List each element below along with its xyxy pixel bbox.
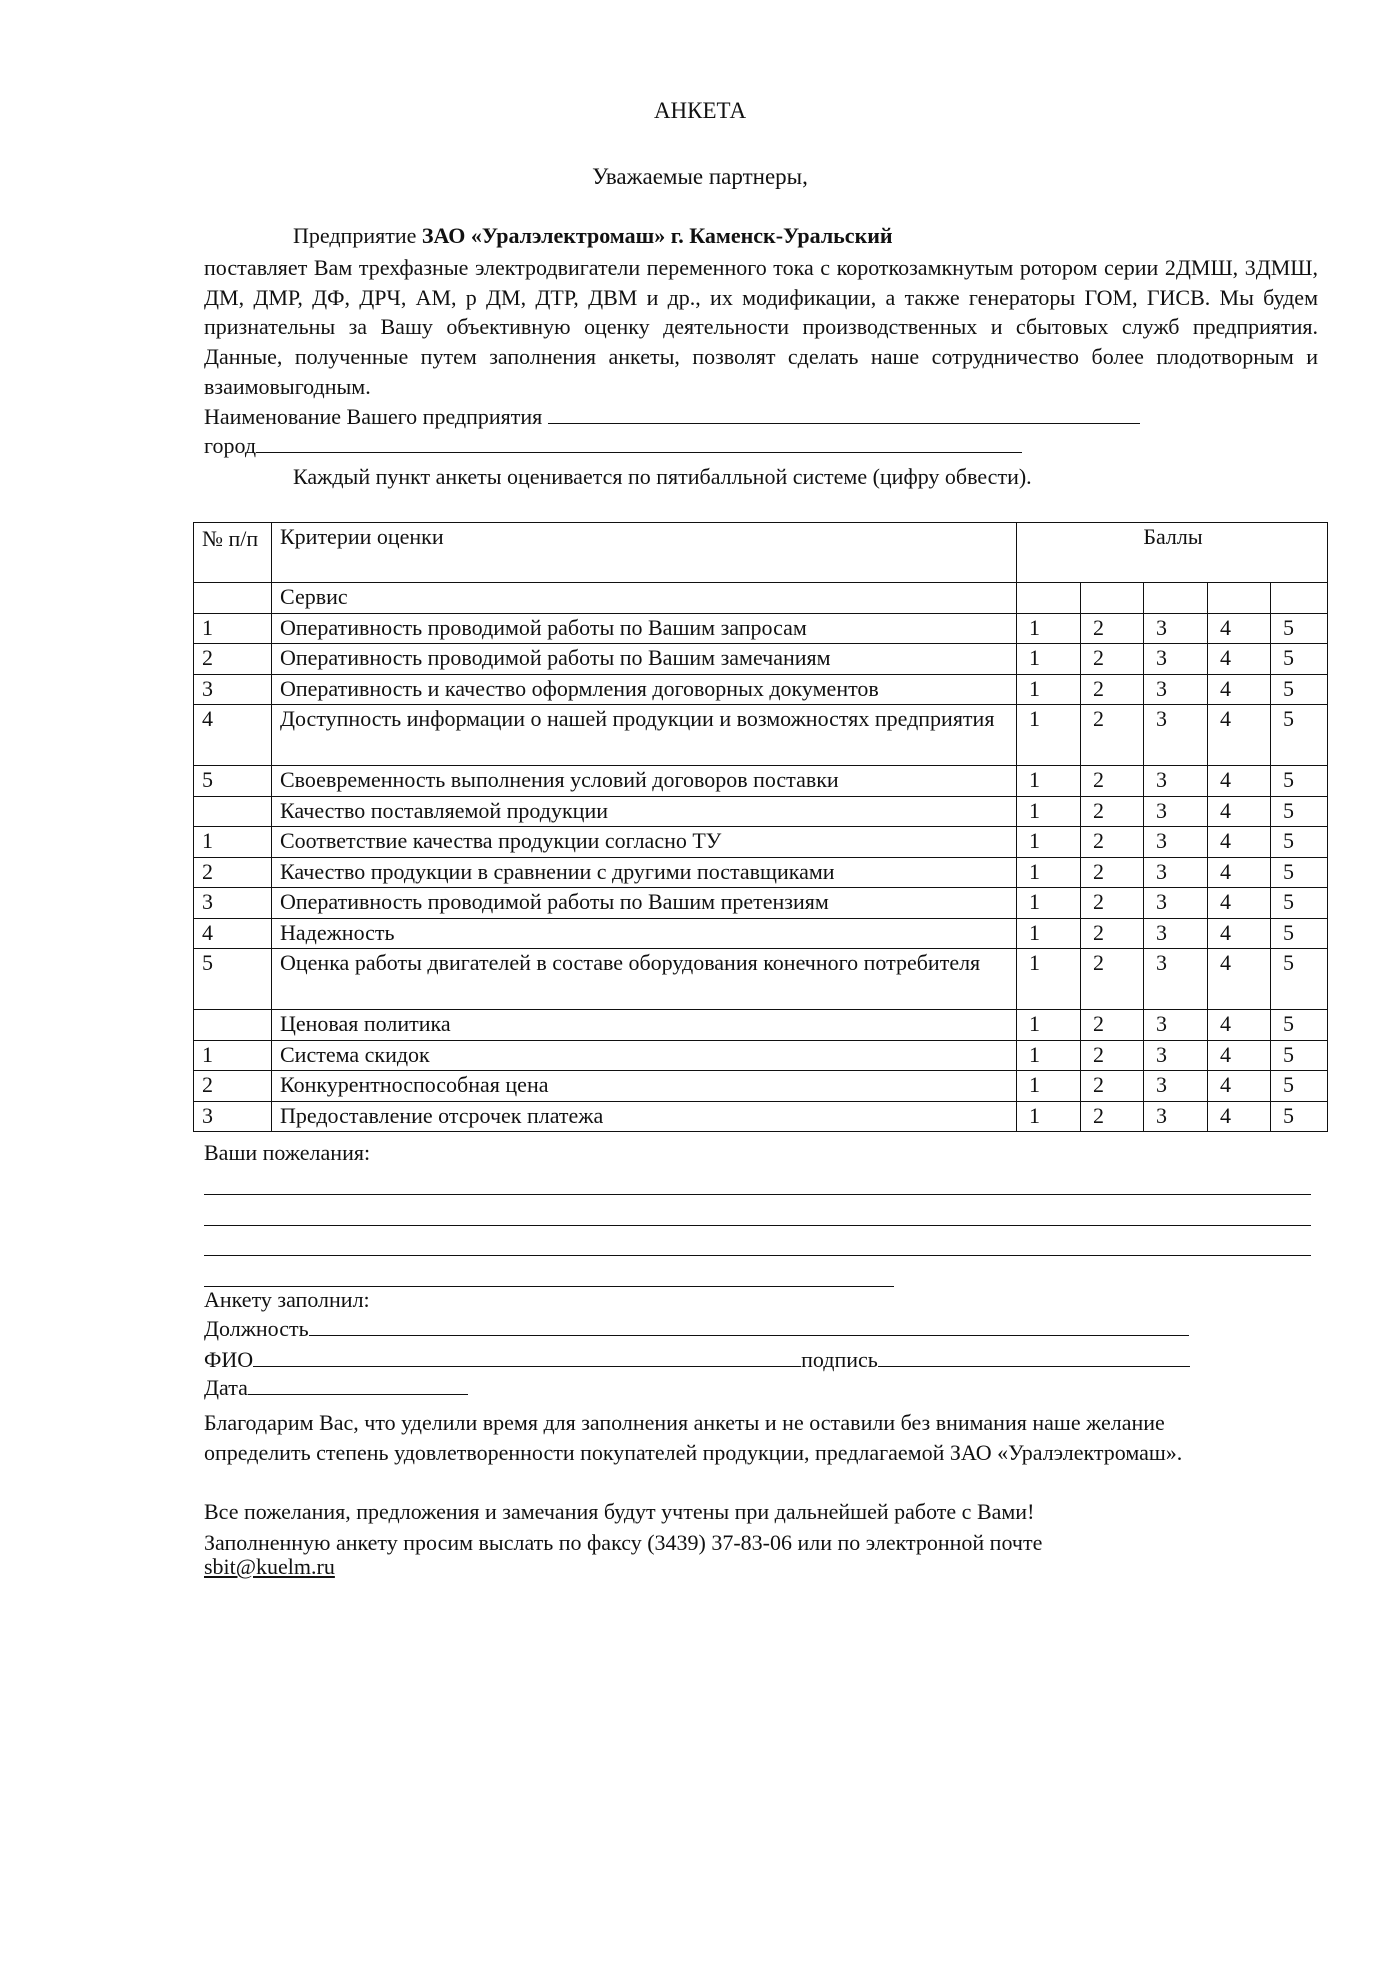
score-option-1[interactable]: 1 [1017,827,1081,858]
score-option-5[interactable]: 5 [1271,888,1328,919]
table-row [194,888,1328,919]
score-option-5[interactable]: 5 [1271,613,1328,644]
table-row [194,1010,1328,1041]
filled-by-label: Анкету заполнил: [204,1287,370,1312]
score-option-4 [1208,583,1271,614]
intro-lead-text: Предприятие [293,223,422,248]
score-option-3[interactable]: 3 [1144,1010,1208,1041]
wishes-line-1[interactable] [204,1194,1311,1195]
score-option-4[interactable]: 4 [1208,613,1271,644]
row-number: 3 [194,888,272,919]
score-option-2[interactable]: 2 [1081,1040,1144,1071]
score-option-2[interactable]: 2 [1081,888,1144,919]
score-option-5[interactable]: 5 [1271,949,1328,1010]
score-option-3[interactable]: 3 [1144,613,1208,644]
city-field[interactable] [204,433,1022,459]
score-option-1[interactable]: 1 [1017,1071,1081,1102]
score-option-3[interactable]: 3 [1144,766,1208,797]
score-option-5 [1271,583,1328,614]
score-option-3[interactable]: 3 [1144,857,1208,888]
company-name-input-line[interactable] [548,405,1140,424]
table-header-row [194,523,1328,583]
row-number: 3 [194,674,272,705]
score-option-4[interactable]: 4 [1208,674,1271,705]
score-option-3[interactable]: 3 [1144,888,1208,919]
score-option-2[interactable]: 2 [1081,766,1144,797]
row-number: 1 [194,613,272,644]
table-row [194,583,1328,614]
table-row [194,857,1328,888]
row-criterion: Оперативность проводимой работы по Вашим замечаниям [272,644,1017,675]
score-option-5[interactable]: 5 [1271,918,1328,949]
row-criterion: Сервис [272,583,1017,614]
row-criterion: Предоставление отсрочек платежа [272,1101,1017,1132]
row-number [194,1010,272,1041]
score-option-5[interactable]: 5 [1271,705,1328,766]
score-option-2[interactable]: 2 [1081,613,1144,644]
table-row [194,644,1328,675]
row-number: 1 [194,1040,272,1071]
score-option-1[interactable]: 1 [1017,1040,1081,1071]
row-criterion: Доступность информации о нашей продукции и возможностях предприятия [272,705,1017,766]
row-criterion: Оценка работы двигателей в составе оборудования конечного потребителя [272,949,1017,1010]
score-option-4[interactable]: 4 [1208,796,1271,827]
row-number: 5 [194,949,272,1010]
score-option-1[interactable]: 1 [1017,705,1081,766]
score-option-1[interactable]: 1 [1017,796,1081,827]
score-option-2[interactable]: 2 [1081,1101,1144,1132]
wishes-line-3[interactable] [204,1255,1311,1256]
score-option-3[interactable]: 3 [1144,949,1208,1010]
row-criterion: Ценовая политика [272,1010,1017,1041]
score-option-1[interactable]: 1 [1017,613,1081,644]
score-option-5[interactable]: 5 [1271,644,1328,675]
date-field[interactable] [204,1375,468,1401]
company-name-field[interactable] [204,404,1140,430]
table-body [194,583,1328,1132]
instruction: Каждый пункт анкеты оценивается по пятибалльной системе (цифру обвести). [293,464,1032,489]
score-option-4[interactable]: 4 [1208,1071,1271,1102]
header-scores: Баллы [1017,523,1328,583]
score-option-5[interactable]: 5 [1271,674,1328,705]
table-row [194,827,1328,858]
row-number: 4 [194,918,272,949]
table-row [194,674,1328,705]
wishes-label: Ваши пожелания: [204,1140,371,1165]
score-option-1[interactable]: 1 [1017,1101,1081,1132]
city-label: город [204,433,257,458]
score-option-5[interactable]: 5 [1271,766,1328,797]
score-option-2[interactable]: 2 [1081,827,1144,858]
row-number: 4 [194,705,272,766]
score-option-4[interactable]: 4 [1208,1040,1271,1071]
row-criterion: Система скидок [272,1040,1017,1071]
score-option-1 [1017,583,1081,614]
score-option-3 [1144,583,1208,614]
company-name-label: Наименование Вашего предприятия [204,404,543,429]
position-label: Должность [204,1316,309,1341]
score-option-5[interactable]: 5 [1271,796,1328,827]
score-option-3[interactable]: 3 [1144,918,1208,949]
wishes-line-2[interactable] [204,1225,1311,1226]
row-criterion: Надежность [272,918,1017,949]
row-criterion: Оперативность и качество оформления договорных документов [272,674,1017,705]
name-field[interactable] [204,1347,1190,1373]
score-option-3[interactable]: 3 [1144,1040,1208,1071]
header-criteria: Критерии оценки [272,523,1017,583]
score-option-2[interactable]: 2 [1081,949,1144,1010]
score-option-5[interactable]: 5 [1271,1040,1328,1071]
score-option-3[interactable]: 3 [1144,796,1208,827]
score-option-2[interactable]: 2 [1081,796,1144,827]
score-option-3[interactable]: 3 [1144,1071,1208,1102]
score-option-4[interactable]: 4 [1208,1010,1271,1041]
score-option-4[interactable]: 4 [1208,766,1271,797]
company-name: ЗАО «Уралэлектромаш» г. Каменск-Уральский [421,223,893,248]
date-input-line[interactable] [248,1376,468,1395]
table-row [194,949,1328,1010]
intro-paragraph: поставляет Вам трехфазные электродвигатели переменного тока с короткозамкнутым ротором серии 2ДМШ, 3ДМШ, ДМ, ДМР, ДФ, ДРЧ, АМ, р ДМ, ДТР, ДВМ и др., их модификации, а также генераторы ГОМ, ГИСВ. Мы будем признательны за Вашу объективную оценку деятельности производственных и сбытовых служб предприятия. Данные, полученные путем заполнения анкеты, позволят сделать наше сотрудничество более плодотворным и взаимовыгодным. [204,255,1318,399]
score-option-1[interactable]: 1 [1017,918,1081,949]
name-input-line[interactable] [253,1348,801,1367]
row-number [194,583,272,614]
score-option-4[interactable]: 4 [1208,827,1271,858]
score-option-3[interactable]: 3 [1144,644,1208,675]
score-option-5[interactable]: 5 [1271,827,1328,858]
score-option-5[interactable]: 5 [1271,857,1328,888]
row-criterion: Качество продукции в сравнении с другими поставщиками [272,857,1017,888]
score-option-2 [1081,583,1144,614]
score-option-4[interactable]: 4 [1208,918,1271,949]
intro-lead [293,223,893,249]
score-option-4[interactable]: 4 [1208,888,1271,919]
score-option-3[interactable]: 3 [1144,705,1208,766]
email-link[interactable]: sbit@kuelm.ru [204,1554,335,1579]
table-row [194,1071,1328,1102]
date-label: Дата [204,1375,248,1400]
row-number: 3 [194,1101,272,1132]
score-option-2[interactable]: 2 [1081,1010,1144,1041]
score-option-2[interactable]: 2 [1081,857,1144,888]
row-criterion: Соответствие качества продукции согласно ТУ [272,827,1017,858]
closing-note: Все пожелания, предложения и замечания будут учтены при дальнейшей работе с Вами! [204,1499,1035,1524]
score-option-3[interactable]: 3 [1144,674,1208,705]
row-number: 5 [194,766,272,797]
table-row [194,1040,1328,1071]
score-option-3[interactable]: 3 [1144,827,1208,858]
score-option-4[interactable]: 4 [1208,1101,1271,1132]
score-option-2[interactable]: 2 [1081,674,1144,705]
rating-table [193,522,1328,1132]
score-option-1[interactable]: 1 [1017,674,1081,705]
row-number: 2 [194,644,272,675]
page-title: АНКЕТА [653,98,747,123]
name-label: ФИО [204,1347,254,1372]
signature-input-line[interactable] [878,1348,1190,1367]
header-num: № п/п [194,523,272,583]
score-option-4[interactable]: 4 [1208,949,1271,1010]
score-option-5[interactable]: 5 [1271,1101,1328,1132]
score-option-5[interactable]: 5 [1271,1071,1328,1102]
score-option-3[interactable]: 3 [1144,1101,1208,1132]
table-row [194,705,1328,766]
score-option-4[interactable]: 4 [1208,857,1271,888]
table-row [194,796,1328,827]
score-option-2[interactable]: 2 [1081,1071,1144,1102]
greeting: Уважаемые партнеры, [592,164,808,189]
row-number: 2 [194,1071,272,1102]
row-criterion: Оперативность проводимой работы по Вашим претензиям [272,888,1017,919]
score-option-4[interactable]: 4 [1208,705,1271,766]
closing-send: Заполненную анкету просим выслать по факсу (3439) 37-83-06 или по электронной почте [204,1530,1043,1555]
row-criterion: Качество поставляемой продукции [272,796,1017,827]
score-option-2[interactable]: 2 [1081,705,1144,766]
row-criterion: Конкурентноспособная цена [272,1071,1017,1102]
score-option-1[interactable]: 1 [1017,857,1081,888]
score-option-2[interactable]: 2 [1081,644,1144,675]
score-option-1[interactable]: 1 [1017,766,1081,797]
position-field[interactable] [204,1316,1189,1342]
score-option-4[interactable]: 4 [1208,644,1271,675]
table-row [194,1101,1328,1132]
signature-label: подпись [801,1347,878,1372]
table-row [194,918,1328,949]
score-option-5[interactable]: 5 [1271,1010,1328,1041]
score-option-1[interactable]: 1 [1017,1010,1081,1041]
row-number: 2 [194,857,272,888]
row-criterion: Своевременность выполнения условий договоров поставки [272,766,1017,797]
row-number [194,796,272,827]
row-number: 1 [194,827,272,858]
position-input-line[interactable] [309,1317,1189,1336]
city-input-line[interactable] [256,434,1022,453]
closing-thanks: Благодарим Вас, что уделили время для заполнения анкеты и не оставили без внимания наше желание определить степень удовлетворенности покупателей продукции, предлагаемой ЗАО «Уралэлектромаш». [204,1410,1183,1465]
table-row [194,613,1328,644]
score-option-1[interactable]: 1 [1017,949,1081,1010]
score-option-2[interactable]: 2 [1081,918,1144,949]
score-option-1[interactable]: 1 [1017,888,1081,919]
row-criterion: Оперативность проводимой работы по Вашим запросам [272,613,1017,644]
score-option-1[interactable]: 1 [1017,644,1081,675]
table-row [194,766,1328,797]
